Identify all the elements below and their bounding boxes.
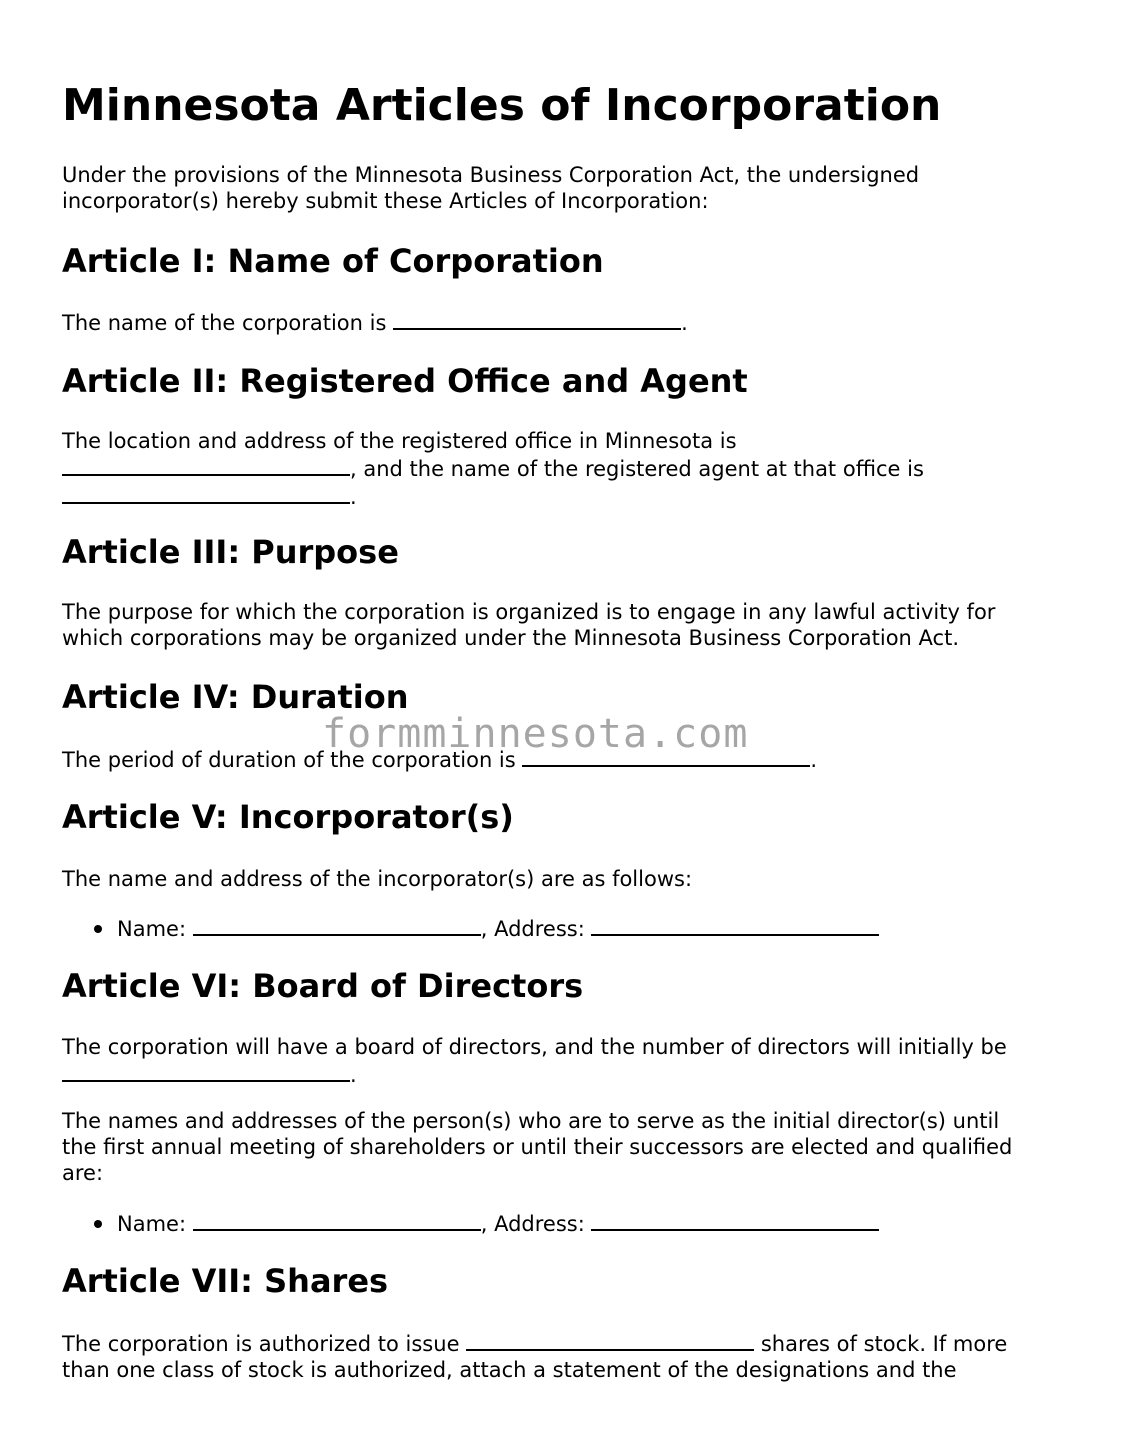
intro-line-1: Under the provisions of the Minnesota Business Corporation Act, the undersigned	[62, 163, 920, 187]
corporation-name-blank[interactable]	[393, 308, 681, 330]
article-3-heading: Article III: Purpose	[62, 533, 399, 571]
bullet-icon	[94, 925, 102, 933]
article-5-paragraph: The name and address of the incorporator(s) are as follows:	[62, 867, 693, 891]
number-of-directors-blank[interactable]	[62, 1060, 350, 1082]
article-6-paragraph-2	[62, 1108, 1062, 1186]
article-7-line-1	[62, 1329, 1062, 1357]
bullet-icon	[94, 1220, 102, 1228]
name-label: Name:	[117, 917, 193, 941]
article-2-line-3	[62, 482, 1062, 510]
name-label: Name:	[117, 1212, 193, 1236]
article-3-paragraph	[62, 599, 1062, 651]
director-name-blank[interactable]	[193, 1209, 481, 1231]
article-7-text: The corporation is authorized to issue	[62, 1332, 467, 1356]
article-1-period: .	[681, 311, 688, 335]
article-3-line-1: The purpose for which the corporation is organized is to engage in any lawful activity for	[62, 600, 996, 624]
article-6-paragraph-1	[62, 1034, 1062, 1088]
article-4-period: .	[810, 748, 818, 772]
registered-agent-blank[interactable]	[62, 482, 350, 504]
article-6-para-2-line-3: are:	[62, 1161, 104, 1185]
watermark: formminnesota.com	[322, 711, 749, 757]
article-6-para-2-line-1: The names and addresses of the person(s) who are to serve as the initial director(s) until	[62, 1109, 1000, 1133]
article-6-heading: Article VI: Board of Directors	[62, 967, 584, 1005]
registered-office-blank[interactable]	[62, 454, 350, 476]
article-2-paragraph	[62, 428, 1062, 510]
article-7-text-after: shares of stock. If more	[754, 1332, 1008, 1356]
address-label: , Address:	[480, 1212, 592, 1236]
incorporator-name-blank[interactable]	[193, 914, 481, 936]
director-entry	[117, 1209, 879, 1237]
article-7-paragraph	[62, 1329, 1062, 1383]
intro-line-2: incorporator(s) hereby submit these Articles of Incorporation:	[62, 189, 709, 213]
article-2-heading: Article II: Registered Office and Agent	[62, 362, 748, 400]
intro-paragraph	[62, 162, 1062, 214]
article-1-paragraph	[62, 308, 1062, 336]
article-2-line-2-text: , and the name of the registered agent at that office is	[350, 457, 924, 481]
article-3-line-2: which corporations may be organized under the Minnesota Business Corporation Act.	[62, 626, 959, 650]
article-6-para-2-line-2: the first annual meeting of shareholders or until their successors are elected and qualified	[62, 1135, 1013, 1159]
article-7-line-2: than one class of stock is authorized, attach a statement of the designations and the	[62, 1358, 957, 1382]
article-6-period: .	[350, 1063, 357, 1087]
article-7-heading: Article VII: Shares	[62, 1262, 389, 1300]
article-2-line-2	[62, 454, 1062, 482]
authorized-shares-blank[interactable]	[466, 1329, 754, 1351]
article-4-text: The period of duration of the corporation is	[62, 748, 523, 772]
article-6-line-2	[62, 1060, 1062, 1088]
article-1-text: The name of the corporation is	[62, 311, 394, 335]
document-title: Minnesota Articles of Incorporation	[62, 80, 942, 131]
incorporator-address-blank[interactable]	[591, 914, 879, 936]
article-4-heading: Article IV: Duration	[62, 678, 409, 716]
director-address-blank[interactable]	[591, 1209, 879, 1231]
article-2-line-1: The location and address of the registered office in Minnesota is	[62, 429, 737, 453]
article-5-heading: Article V: Incorporator(s)	[62, 798, 514, 836]
incorporator-entry	[117, 914, 879, 942]
article-1-heading: Article I: Name of Corporation	[62, 242, 604, 280]
article-6-line-1: The corporation will have a board of directors, and the number of directors will initially be	[62, 1035, 1007, 1059]
article-2-period: .	[350, 485, 357, 509]
address-label: , Address:	[480, 917, 592, 941]
